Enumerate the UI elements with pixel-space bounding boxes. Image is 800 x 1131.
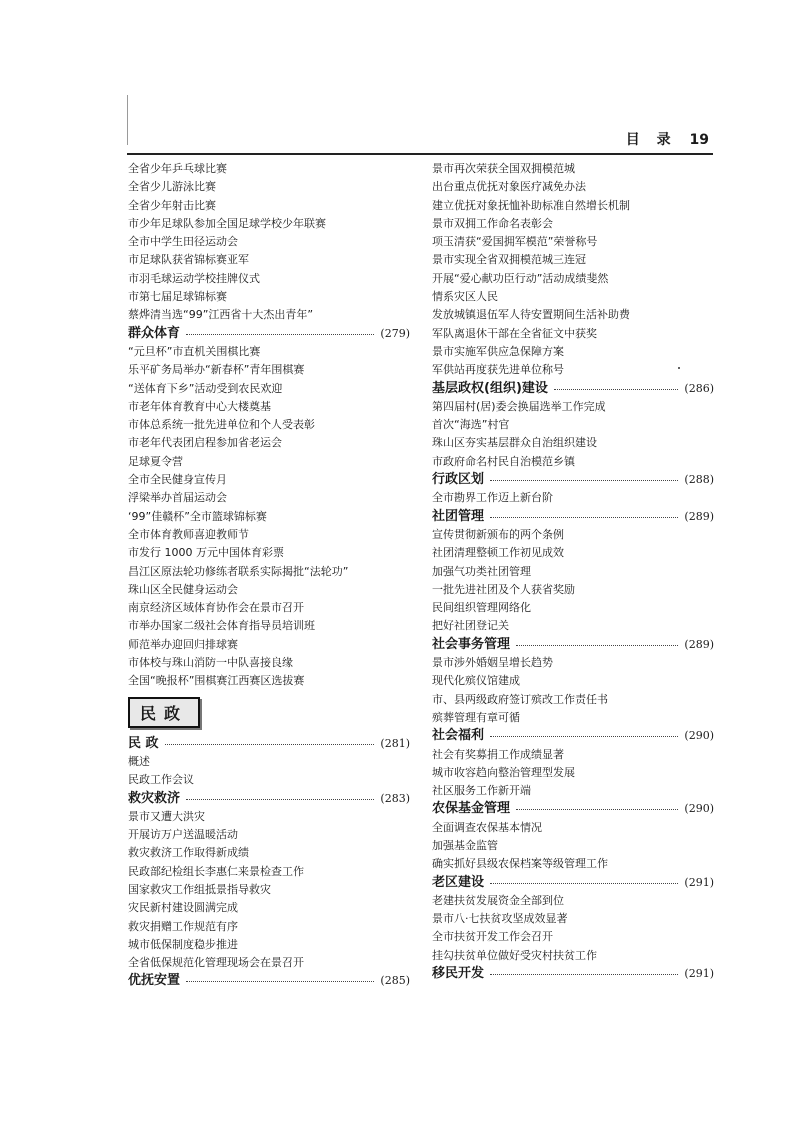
toc-entry: 全市扶贫开发工作会召开 xyxy=(432,930,553,944)
toc-entry: 发放城镇退伍军人待安置期间生活补助费 xyxy=(432,308,630,322)
toc-section-heading xyxy=(432,727,714,745)
toc-entry: 市老年体育教育中心大楼奠基 xyxy=(128,399,271,413)
toc-entry: 确实抓好县级农保档案等级管理工作 xyxy=(432,857,608,871)
section-page-number: (286) xyxy=(684,381,714,395)
section-page-number: (279) xyxy=(380,326,410,340)
section-page-number: (288) xyxy=(684,473,714,487)
dot-leader xyxy=(165,735,375,745)
toc-section-heading xyxy=(128,972,410,990)
section-page-number: (290) xyxy=(684,729,714,743)
section-page-number: (289) xyxy=(684,509,714,523)
toc-entry: 市体校与珠山消防一中队喜接良缘 xyxy=(128,656,293,670)
dot-leader xyxy=(490,471,678,481)
toc-entry: 全市体育教师喜迎教师节 xyxy=(128,527,249,541)
toc-entry: 景市双拥工作命名表彰会 xyxy=(432,216,553,230)
toc-section-heading xyxy=(432,380,714,398)
toc-entry: 全市全民健身宣传月 xyxy=(128,473,227,487)
header-text xyxy=(626,129,709,149)
section-page-number: (281) xyxy=(380,736,410,750)
section-page-number: (289) xyxy=(684,637,714,651)
toc-entry: 军队离退休干部在全省征文中获奖 xyxy=(432,326,597,340)
toc-entry: 救灾捐赠工作规范有序 xyxy=(128,919,238,933)
section-title: 民 政 xyxy=(128,735,159,751)
section-title: 移民开发 xyxy=(432,966,485,982)
toc-entry: “元旦杯”市直机关围棋比赛 xyxy=(128,344,261,358)
toc-entry: 国家救灾工作组抵景指导救灾 xyxy=(128,882,271,896)
header-page-number: 19 xyxy=(689,132,709,148)
toc-section-heading xyxy=(128,790,410,808)
category-title: 民政 xyxy=(128,697,200,728)
toc-entry: 情系灾区人民 xyxy=(432,290,498,304)
toc-entry: 全市中学生田径运动会 xyxy=(128,235,238,249)
section-title: 救灾救济 xyxy=(128,790,181,806)
toc-entry: 一批先进社团及个人获省奖励 xyxy=(432,582,575,596)
section-title: 基层政权(组织)建设 xyxy=(432,380,548,396)
toc-entry: 第四届村(居)委会换届选举工作完成 xyxy=(432,399,606,413)
toc-entry: 加强气功类社团管理 xyxy=(432,564,531,578)
dot-leader xyxy=(490,965,678,975)
toc-entry: 景市又遭大洪灾 xyxy=(128,809,205,823)
toc-section-heading xyxy=(128,735,410,753)
toc-entry: 景市实现全省双拥模范城三连冠 xyxy=(432,253,586,267)
toc-entry: 宣传贯彻新颁布的两个条例 xyxy=(432,527,564,541)
toc-entry: 市少年足球队参加全国足球学校少年联赛 xyxy=(128,216,326,230)
toc-section-heading xyxy=(128,325,410,343)
dot-leader xyxy=(186,325,374,335)
toc-entry: 挂勾扶贫单位做好受灾村扶贫工作 xyxy=(432,948,597,962)
page-header xyxy=(127,127,713,155)
toc-left-column xyxy=(128,160,410,991)
toc-section-heading xyxy=(432,508,714,526)
dot-leader xyxy=(554,380,679,390)
section-title: 群众体育 xyxy=(128,325,181,341)
toc-entry: 市足球队获省锦标赛亚军 xyxy=(128,253,249,267)
toc-entry: 景市八·七扶贫攻坚成效显著 xyxy=(432,912,568,926)
section-page-number: (290) xyxy=(684,802,714,816)
toc-entry: 全市勘界工作迈上新台阶 xyxy=(432,491,553,505)
toc-entry: 乐平矿务局举办“新春杯”青年围棋赛 xyxy=(128,363,305,377)
dot-leader xyxy=(490,727,678,737)
toc-entry: 市第七届足球锦标赛 xyxy=(128,290,227,304)
toc-entry: 市老年代表团启程参加省老运会 xyxy=(128,436,282,450)
toc-entry: 灾民新村建设圆满完成 xyxy=(128,901,238,915)
toc-entry: 首次“海选”村官 xyxy=(432,418,510,432)
dot-leader xyxy=(516,800,678,810)
section-title: 社会事务管理 xyxy=(432,636,511,652)
toc-entry: ‘99”佳赣杯”全市篮球锦标赛 xyxy=(128,509,267,523)
toc-section-heading xyxy=(432,471,714,489)
toc-entry: 市羽毛球运动学校挂牌仪式 xyxy=(128,271,260,285)
toc-entry: 民间组织管理网络化 xyxy=(432,601,531,615)
section-title: 农保基金管理 xyxy=(432,801,511,817)
toc-entry: 开展访万户送温暖活动 xyxy=(128,828,238,842)
toc-entry: 项玉清获“爱国拥军模范”荣誉称号 xyxy=(432,235,598,249)
toc-entry: 全省少年射击比赛 xyxy=(128,198,216,212)
toc-entry: 市举办国家二级社会体育指导员培训班 xyxy=(128,619,315,633)
toc-entry: 把好社团登记关 xyxy=(432,619,509,633)
toc-entry: 城市收容趋向整治管理型发展 xyxy=(432,765,575,779)
toc-right-column xyxy=(432,160,714,983)
toc-entry: 浮梁举办首届运动会 xyxy=(128,491,227,505)
toc-entry: 市体总系统一批先进单位和个人受表彰 xyxy=(128,418,315,432)
toc-entry: 军供站再度获先进单位称号 xyxy=(432,363,564,377)
section-title: 社团管理 xyxy=(432,508,485,524)
toc-entry: 社区服务工作新开端 xyxy=(432,784,531,798)
toc-entry: 概述 xyxy=(128,754,150,768)
toc-entry: 城市低保制度稳步推进 xyxy=(128,937,238,951)
toc-entry: 民政部纪检组长李惠仁来景检查工作 xyxy=(128,864,304,878)
toc-entry: 昌江区原法轮功修练者联系实际揭批“法轮功” xyxy=(128,564,349,578)
dot-leader xyxy=(490,508,678,518)
speck xyxy=(678,367,680,369)
toc-entry: 开展“爱心献功臣行动”活动成绩斐然 xyxy=(432,271,609,285)
toc-entry: 全省低保规范化管理现场会在景召开 xyxy=(128,956,304,970)
dot-leader xyxy=(516,636,678,646)
toc-entry: 全省少年乒乓球比赛 xyxy=(128,162,227,175)
toc-section-heading xyxy=(432,800,714,818)
toc-entry: 建立优抚对象抚恤补助标准自然增长机制 xyxy=(432,198,630,212)
toc-entry: 社会有奖募捐工作成绩显著 xyxy=(432,747,564,761)
section-title: 行政区划 xyxy=(432,472,485,488)
toc-entry: 现代化殡仪馆建成 xyxy=(432,674,520,688)
toc-entry: 出台重点优抚对象医疗减免办法 xyxy=(432,180,586,194)
section-page-number: (285) xyxy=(380,974,410,988)
toc-section-heading xyxy=(432,965,714,983)
toc-entry: 蔡烨清当选“99”江西省十大杰出青年” xyxy=(128,308,314,322)
toc-section-heading xyxy=(432,636,714,654)
toc-entry: 殡葬管理有章可循 xyxy=(432,710,520,724)
toc-entry: 民政工作会议 xyxy=(128,773,194,787)
toc-entry: 全国“晚报杯”围棋赛江西赛区选拔赛 xyxy=(128,674,305,688)
toc-entry: 景市涉外婚姻呈增长趋势 xyxy=(432,656,553,670)
toc-entry: 景市再次荣获全国双拥模范城 xyxy=(432,162,575,175)
section-title: 老区建设 xyxy=(432,874,485,890)
category-banner xyxy=(128,691,410,735)
toc-entry: 老建扶贫发展资金全部到位 xyxy=(432,893,564,907)
toc-entry: 师范举办迎回归排球赛 xyxy=(128,637,238,651)
toc-entry: 景市实施军供应急保障方案 xyxy=(432,344,564,358)
section-title: 社会福利 xyxy=(432,728,485,744)
section-page-number: (291) xyxy=(684,875,714,889)
header-title: 目 录 xyxy=(625,132,677,148)
toc-entry: 市发行 1000 万元中国体育彩票 xyxy=(128,546,284,560)
toc-section-heading xyxy=(432,874,714,892)
dot-leader xyxy=(186,790,374,800)
toc-entry: 救灾救济工作取得新成绩 xyxy=(128,846,249,860)
toc-entry: 足球夏令营 xyxy=(128,454,183,468)
toc-entry: 南京经济区域体育协作会在景市召开 xyxy=(128,601,304,615)
toc-entry: 市、县两级政府签订殡改工作责任书 xyxy=(432,692,608,706)
dot-leader xyxy=(186,972,374,982)
toc-entry: 珠山区全民健身运动会 xyxy=(128,582,238,596)
section-page-number: (291) xyxy=(684,967,714,981)
section-page-number: (283) xyxy=(380,791,410,805)
toc-entry: 社团清理整顿工作初见成效 xyxy=(432,546,564,560)
section-title: 优抚安置 xyxy=(128,973,181,989)
toc-entry: 珠山区夯实基层群众自治组织建设 xyxy=(432,436,597,450)
toc-entry: 市政府命名村民自治模范乡镇 xyxy=(432,454,575,468)
dot-leader xyxy=(490,874,678,884)
toc-entry: 全面调查农保基本情况 xyxy=(432,820,542,834)
toc-entry: 全省少儿游泳比赛 xyxy=(128,180,216,194)
toc-entry: “送体育下乡”活动受到农民欢迎 xyxy=(128,381,283,395)
toc-entry: 加强基金监管 xyxy=(432,838,498,852)
